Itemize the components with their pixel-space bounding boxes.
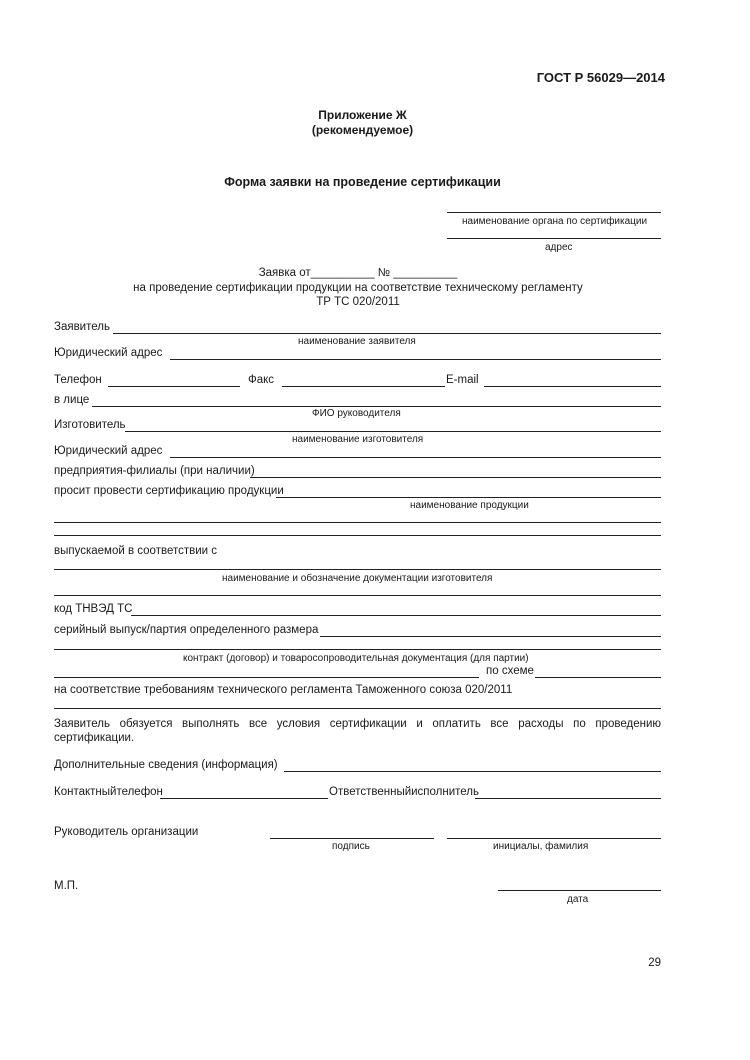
applicant-label: Заявитель bbox=[54, 321, 110, 333]
request-label: просит провести сертификацию продукции bbox=[54, 485, 284, 497]
product-line[interactable] bbox=[276, 497, 661, 498]
legal-address-line[interactable] bbox=[170, 359, 661, 360]
legal-address-label: Юридический адрес bbox=[54, 347, 163, 359]
fax-line[interactable] bbox=[282, 386, 445, 387]
applicant-caption: наименование заявителя bbox=[298, 336, 416, 347]
obligation-text: Заявитель обязуется выполнять все условия сертификации и оплатить все расходы по проведению сертификации. bbox=[54, 718, 661, 744]
head-of-org-label: Руководитель организации bbox=[54, 826, 199, 838]
signature-caption: подпись bbox=[332, 841, 370, 852]
contact-phone-label: Контактныйтелефон bbox=[54, 786, 163, 798]
documentation-caption: наименование и обозначение документации изготовителя bbox=[222, 573, 493, 584]
contract-caption: контракт (договор) и товаросопроводительная документация (для партии) bbox=[183, 653, 529, 664]
represented-by-label: в лице bbox=[54, 394, 90, 406]
date-line[interactable] bbox=[498, 890, 661, 891]
org-name-caption: наименование органа по сертификации bbox=[462, 216, 648, 227]
head-name-caption: ФИО руководителя bbox=[312, 408, 401, 419]
scheme-pre-line[interactable] bbox=[54, 677, 479, 678]
full-name-caption: инициалы, фамилия bbox=[493, 841, 589, 852]
legal-address2-label: Юридический адрес bbox=[54, 445, 163, 457]
phone-line[interactable] bbox=[108, 386, 240, 387]
serial-line[interactable] bbox=[320, 636, 661, 637]
compliance-line[interactable] bbox=[54, 708, 661, 709]
compliance-text: на соответствие требованиям технического регламента Таможенного союза 020/2011 bbox=[54, 684, 513, 696]
manufacturer-line[interactable] bbox=[125, 431, 661, 432]
address-line[interactable] bbox=[447, 238, 661, 239]
product-line-2[interactable] bbox=[54, 522, 661, 523]
product-caption: наименование продукции bbox=[410, 500, 529, 511]
branches-label: предприятия-филиалы (при наличии) bbox=[54, 465, 255, 477]
contact-phone-line[interactable] bbox=[160, 798, 328, 799]
scheme-label: по схеме bbox=[486, 665, 534, 677]
documentation-line-2[interactable] bbox=[54, 595, 661, 596]
page-number: 29 bbox=[648, 957, 661, 969]
signature-line[interactable] bbox=[270, 838, 434, 839]
fax-label: Факс bbox=[248, 374, 275, 386]
branches-line[interactable] bbox=[250, 477, 661, 478]
standard-number: ГОСТ Р 56029—2014 bbox=[536, 70, 665, 85]
applicant-line[interactable] bbox=[113, 333, 661, 334]
stamp-label: М.П. bbox=[54, 880, 79, 892]
date-caption: дата bbox=[567, 894, 589, 905]
additional-info-label: Дополнительные сведения (информация) bbox=[54, 759, 278, 771]
manufacturer-label: Изготовитель bbox=[54, 419, 126, 431]
responsible-line[interactable] bbox=[475, 798, 661, 799]
head-name-line[interactable] bbox=[92, 406, 661, 407]
produced-per-label: выпускаемой в соответствии с bbox=[54, 545, 218, 557]
documentation-line[interactable] bbox=[54, 569, 661, 570]
tnved-label: код ТНВЭД ТС bbox=[54, 603, 133, 615]
form-title: Форма заявки на проведение сертификации bbox=[224, 175, 501, 189]
full-name-line[interactable] bbox=[447, 838, 661, 839]
regulation-code: ТР ТС 020/2011 bbox=[316, 296, 400, 308]
address-caption: адрес bbox=[545, 242, 573, 253]
additional-info-line[interactable] bbox=[284, 771, 661, 772]
email-line[interactable] bbox=[484, 386, 661, 387]
tnved-line[interactable] bbox=[131, 615, 661, 616]
appendix-subtitle: (рекомендуемое) bbox=[311, 123, 414, 137]
org-name-line[interactable] bbox=[447, 212, 661, 213]
phone-label: Телефон bbox=[54, 374, 102, 386]
application-purpose: на проведение сертификации продукции на соответствие техническому регламенту bbox=[133, 282, 583, 294]
responsible-label: Ответственныйисполнитель bbox=[329, 786, 480, 798]
manufacturer-caption: наименование изготовителя bbox=[292, 434, 424, 445]
application-date-number: Заявка от__________ № __________ bbox=[258, 267, 458, 279]
product-line-3[interactable] bbox=[54, 535, 661, 536]
email-label: E-mail bbox=[446, 374, 479, 386]
scheme-line[interactable] bbox=[535, 677, 661, 678]
appendix-title: Приложение Ж bbox=[318, 108, 407, 122]
contract-line[interactable] bbox=[54, 649, 661, 650]
serial-label: серийный выпуск/партия определенного размера bbox=[54, 624, 319, 636]
legal-address2-line[interactable] bbox=[170, 457, 661, 458]
